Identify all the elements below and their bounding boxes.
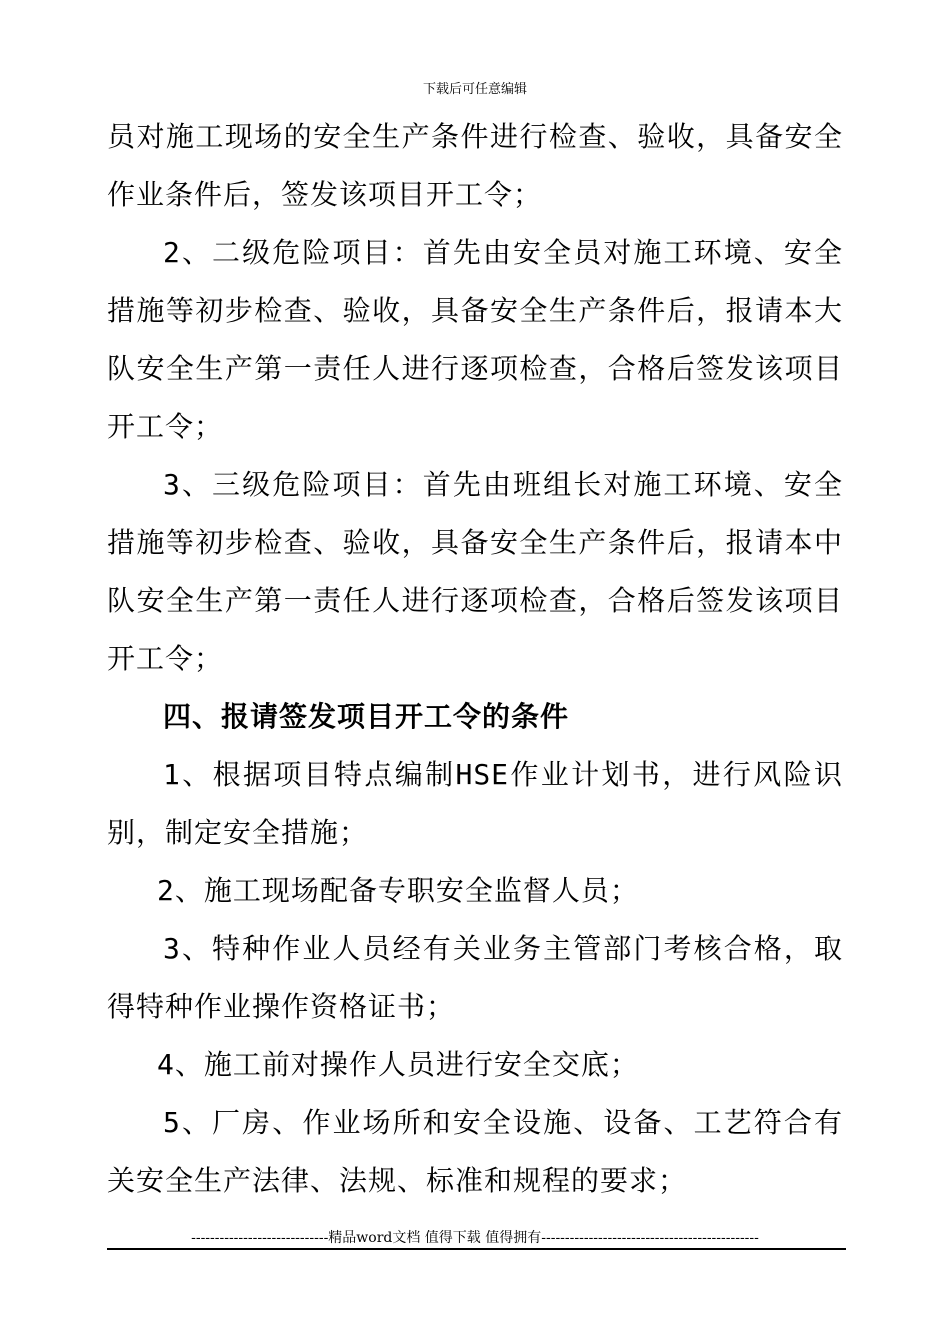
list-item-5: 5、厂房、作业场所和安全设施、设备、工艺符合有关安全生产法律、法规、标准和规程的要求； — [107, 1106, 843, 1197]
document-body — [107, 108, 843, 1210]
page-header: 下载后可任意编辑 — [422, 82, 527, 97]
list-item-2: 2、施工现场配备专职安全监督人员； — [157, 874, 639, 907]
paragraph-level2-risk: 2、二级危险项目：首先由安全员对施工环境、安全措施等初步检查、验收，具备安全生产条件后，报请本大队安全生产第一责任人进行逐项检查，合格后签发该项目开工令； — [107, 236, 843, 443]
paragraph-level3-risk: 3、三级危险项目：首先由班组长对施工环境、安全措施等初步检查、验收，具备安全生产条件后，报请本中队安全生产第一责任人进行逐项检查，合格后签发该项目开工令； — [107, 468, 843, 675]
page-footer: -----------------------------精品word文档 值得下载 值得拥有---------------------------------------------- — [191, 1230, 759, 1246]
list-item-3: 3、特种作业人员经有关业务主管部门考核合格，取得特种作业操作资格证书； — [107, 932, 843, 1023]
list-item-4: 4、施工前对操作人员进行安全交底； — [157, 1048, 639, 1081]
footer-rule — [107, 1248, 846, 1250]
section-heading: 四、报请签发项目开工令的条件 — [163, 700, 570, 733]
list-item-1: 1、根据项目特点编制HSE作业计划书，进行风险识别，制定安全措施； — [107, 758, 843, 849]
paragraph-continuation: 员对施工现场的安全生产条件进行检查、验收，具备安全作业条件后，签发该项目开工令； — [107, 120, 843, 211]
